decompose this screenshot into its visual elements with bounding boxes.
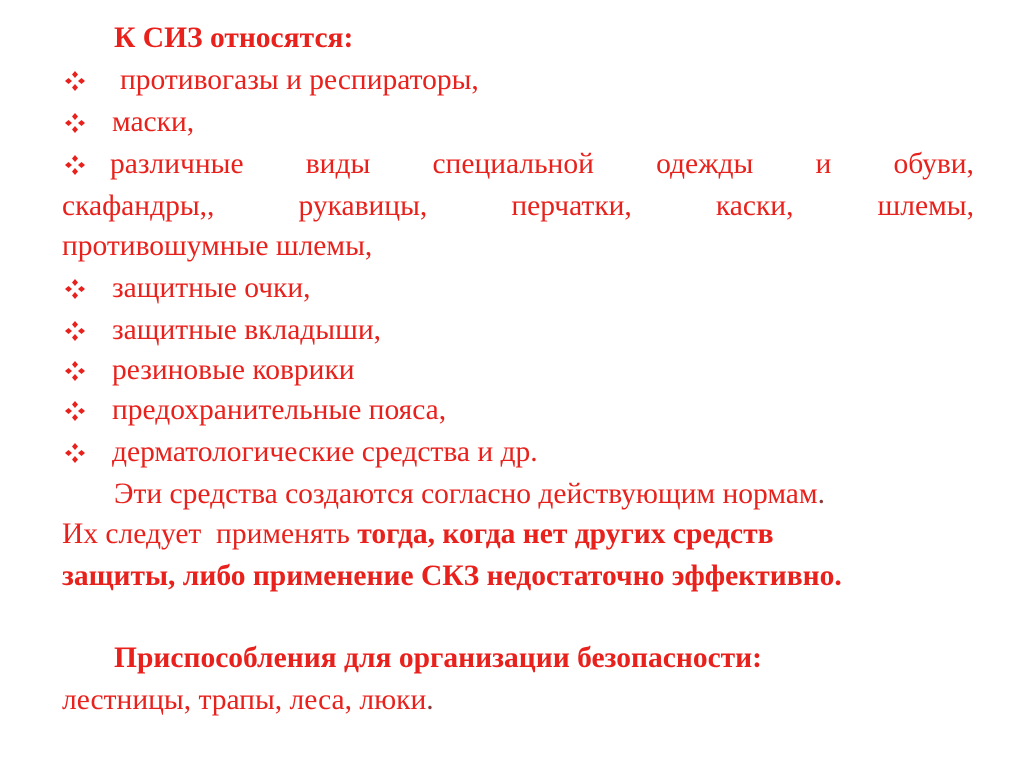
siz-heading: К СИЗ относятся: bbox=[114, 22, 354, 54]
emphasis-text: тогда, когда нет других средств bbox=[357, 518, 774, 550]
period-mark: . bbox=[426, 684, 434, 716]
word: обуви, bbox=[893, 148, 974, 180]
word: специальной bbox=[432, 148, 594, 180]
diamond-bullet-icon bbox=[62, 268, 102, 308]
paragraph-line-2 bbox=[62, 514, 974, 554]
list-item-text: предохранительные пояса, bbox=[112, 394, 447, 426]
list-item-text: резиновые коврики bbox=[112, 354, 355, 386]
slide-content bbox=[62, 0, 974, 767]
list-item-text: защитные вкладыши, bbox=[112, 314, 382, 346]
word: одежды bbox=[656, 148, 754, 180]
period-mark: . bbox=[817, 478, 825, 510]
word: и bbox=[815, 148, 832, 180]
word: рукавицы, bbox=[298, 190, 428, 222]
devices-text bbox=[62, 680, 974, 720]
diamond-bullet-icon bbox=[62, 432, 102, 472]
paragraph-text: Их следует применять bbox=[62, 518, 358, 550]
word: скафандры,, bbox=[62, 190, 215, 222]
list-item-text: защитные очки, bbox=[112, 272, 311, 304]
devices-list: лестницы, трапы, леса, люки bbox=[62, 684, 427, 716]
paragraph-text: Эти средства создаются согласно действующим нормам bbox=[114, 478, 818, 510]
paragraph-line-1 bbox=[114, 474, 974, 514]
diamond-bullet-icon bbox=[62, 350, 102, 390]
word: различные bbox=[110, 148, 244, 180]
text-line: противошумные шлемы, bbox=[62, 230, 373, 262]
diamond-bullet-icon bbox=[62, 60, 102, 100]
diamond-bullet-icon bbox=[62, 390, 102, 430]
justified-line bbox=[62, 186, 974, 226]
devices-heading: Приспособления для организации безопасности: bbox=[114, 642, 762, 674]
list-item-text: противогазы и респираторы, bbox=[120, 64, 479, 96]
diamond-bullet-icon bbox=[62, 144, 102, 184]
paragraph-line-3: защиты, либо применение СКЗ недостаточно эффективно. bbox=[62, 560, 842, 592]
justified-line bbox=[110, 144, 974, 184]
diamond-bullet-icon bbox=[62, 102, 102, 142]
list-item-text: маски, bbox=[112, 106, 195, 138]
word: каски, bbox=[715, 190, 794, 222]
list-item-text: дерматологические средства и др. bbox=[112, 436, 538, 468]
word: перчатки, bbox=[511, 190, 632, 222]
word: шлемы, bbox=[877, 190, 974, 222]
diamond-bullet-icon bbox=[62, 310, 102, 350]
word: виды bbox=[305, 148, 371, 180]
